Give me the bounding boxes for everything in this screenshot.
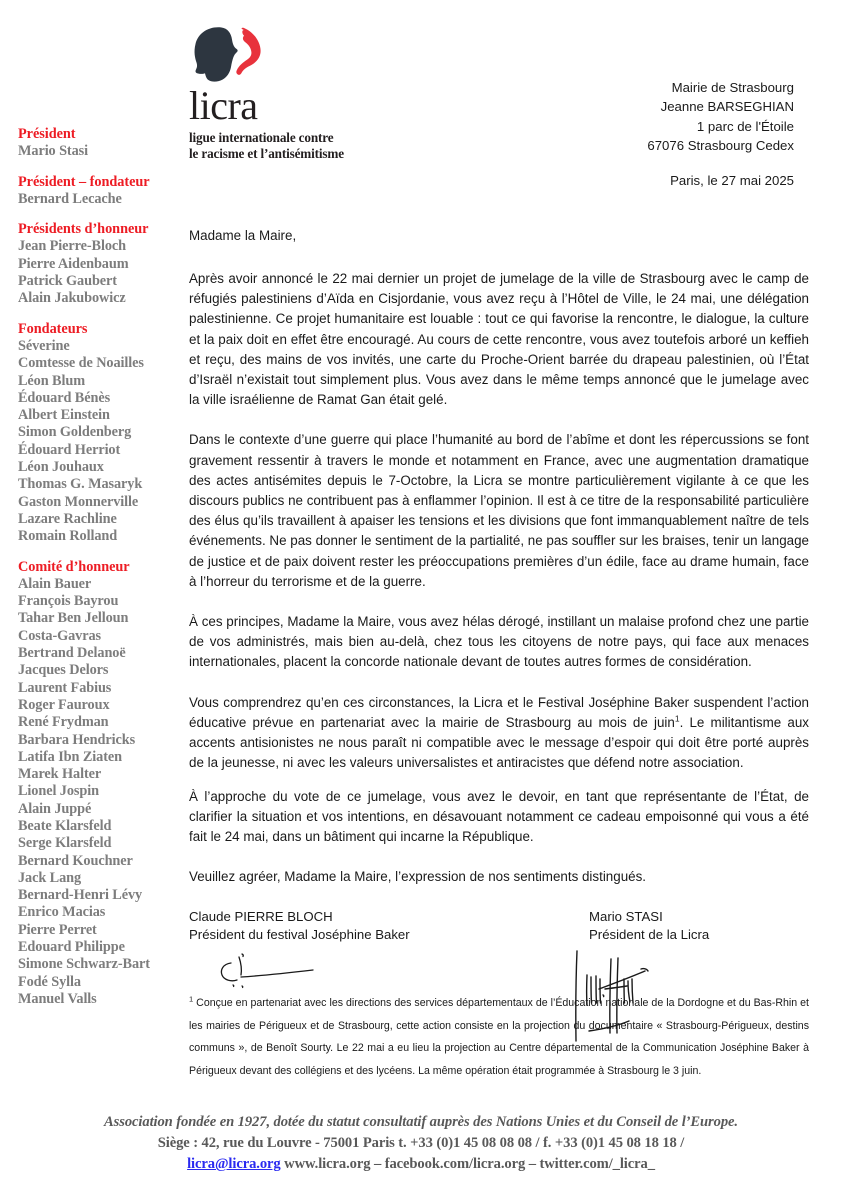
recipient-line-1: Mairie de Strasbourg — [671, 80, 794, 95]
letter-paragraph-4-text: Vous comprendrez qu’en ces circonstances, la Licra et le Festival Joséphine Baker suspendent l’action éducative prévue en partenariat avec la mairie de Strasbourg au mois de juin — [189, 694, 809, 730]
sidebar-member-name: Bertrand Delanoë — [18, 645, 126, 662]
letter-closing: Veuillez agréer, Madame la Maire, l’expression de nos sentiments distingués. — [189, 869, 647, 885]
sidebar-member-name: Marek Halter — [18, 766, 102, 783]
letter-paragraph-4 — [189, 693, 809, 774]
recipient-address — [647, 78, 794, 156]
sidebar-member-name: Pierre Perret — [18, 921, 97, 938]
letter-paragraph-1: Après avoir annoncé le 22 mai dernier un projet de jumelage de la ville de Strasbourg avec le camp de réfugiés palestiniens d’Aïda en Cisjordanie, vous avez reçu à l’Hôtel de Ville, le 24 mai, une délégation palestinienne. Ce projet humanitaire est louable : tout ce qui favorise la rencontre, le dialogue, la culture et la paix doit en effet être encouragé. Au cours de cette rencontre, vous avez toutefois arboré un keffieh et reçu, des mains de vos invités, une carte du Proche-Orient barrée du drapeau palestinien, où l’État d’Israël n’existait tout simplement plus. Vous avez dans le même temps annoncé que le jumelage avec la ville israélienne de Ramat Gan était gelé. — [189, 271, 809, 408]
footnote-text: Conçue en partenariat avec les directions des services départementaux de l’Éducation nationale de la Dordogne et du Bas-Rhin et les mairies de Périgueux et de Strasbourg, cette action consiste en la projection du documentaire « Strasbourg-Périgueux, destins communs », de Benoît Sourty. Le 22 mai a eu lieu la projection au Centre départemental de la Communication Joséphine Baker à Périgueux devant des collégiens et des lycéens. La même opération était programmée à Strasbourg le 3 juin. — [189, 997, 809, 1077]
sidebar-member-name: Simone Schwarz-Bart — [18, 956, 150, 973]
sidebar-member-name: Manuel Valls — [18, 990, 97, 1007]
sidebar-member-name: Alain Bauer — [18, 575, 92, 592]
signatory-right-title: Président de la Licra — [589, 926, 710, 942]
sidebar-member-name: Simon Goldenberg — [18, 424, 132, 441]
licra-logo-mark-icon — [188, 22, 280, 84]
sidebar-member-name: Alain Juppé — [18, 800, 92, 817]
signature-names-row — [189, 908, 809, 943]
footer-address-line: Siège : 42, rue du Louvre - 75001 Paris t. +33 (0)1 45 08 08 08 / f. +33 (0)1 45 08 18 18 / — [157, 1135, 685, 1151]
sidebar-member-name: Tahar Ben Jelloun — [18, 610, 129, 627]
licra-tagline-line-1: ligue internationale contre — [189, 130, 334, 145]
sidebar-member-name: Gaston Monnerville — [18, 493, 139, 510]
sidebar-member-name: Beate Klarsfeld — [18, 817, 112, 834]
licra-wordmark: licra — [189, 83, 258, 128]
signatory-left-name: Claude PIERRE BLOCH — [189, 909, 333, 925]
sidebar-member-name: René Frydman — [18, 714, 109, 731]
letter-paragraph-3: À ces principes, Madame la Maire, vous avez hélas dérogé, instillant un malaise profond chez une partie de vos administrés, mais bien au-delà, chez tous les citoyens de notre pays, qui face aux menaces internationales, placent la concorde nationale devant de toutes autres formes de considération. — [189, 614, 809, 670]
sidebar-member-name: Bernard Kouchner — [18, 852, 133, 869]
sidebar-member-name: Jacques Delors — [18, 662, 109, 679]
sidebar-group — [18, 126, 178, 161]
sidebar-member-name: Bernard Lecache — [18, 190, 122, 207]
board-members-sidebar — [18, 126, 178, 1021]
sidebar-member-name: Comtesse de Noailles — [18, 355, 144, 372]
page-footer — [0, 1112, 842, 1175]
sidebar-group — [18, 174, 178, 209]
sidebar-group-heading: Président — [18, 126, 76, 142]
footer-association-line: Association fondée en 1927, dotée du statut consultatif auprès des Nations Unies et du Conseil de l’Europe. — [104, 1114, 738, 1130]
sidebar-member-name: Alain Jakubowicz — [18, 290, 126, 307]
sidebar-member-name: François Bayrou — [18, 593, 119, 610]
signature-block-right — [589, 908, 809, 943]
licra-tagline-line-2: le racisme et l’antisémitisme — [189, 145, 344, 161]
sidebar-member-name: Jean Pierre-Bloch — [18, 238, 127, 255]
sidebar-member-name: Costa-Gavras — [18, 627, 101, 644]
sidebar-group-heading: Comité d’honneur — [18, 558, 130, 575]
letter-paragraph-2: Dans le contexte d’une guerre qui place l’humanité au bord de l’abîme et dont les répercussions se font gravement ressentir à travers le monde et notamment en France, avec une augmentation dramatique des actes antisémites depuis le 7-Octobre, la Licra se montre particulièrement vigilante à ce que les discours publics ne contribuent pas à enflammer l’opinion. Il est à ce titre de la responsabilité particulière des élus qu’ils travaillent à apaiser les tensions et les divisions que font immanquablement naître de tels événements. Ne pas donner le sentiment de la partialité, ne pas souffler sur les braises, tenir un langage de justice et de paix doivent rester les préoccupations premières d’un édile, face au drame humain, face à l’horreur du terrorisme et de la guerre. — [189, 432, 809, 589]
sidebar-group-heading: Président – fondateur — [18, 173, 150, 190]
sidebar-member-name: Léon Jouhaux — [18, 459, 104, 476]
sidebar-member-name: Albert Einstein — [18, 407, 110, 424]
sidebar-member-name: Édouard Bénès — [18, 389, 111, 406]
sidebar-group — [18, 559, 178, 1009]
letter-body — [189, 226, 809, 1055]
sidebar-member-name: Laurent Fabius — [18, 679, 112, 696]
letter-date: Paris, le 27 mai 2025 — [670, 173, 794, 188]
footnote-reference-marker: 1 — [674, 713, 680, 724]
licra-logo-block — [188, 22, 388, 161]
letter-paragraph-5: À l’approche du vote de ce jumelage, vous avez le devoir, en tant que représentante de l’État, de clarifier la situation et vos intentions, en désavouant notamment ce cadeau empoisonné qui vous a été fait le 24 mai, dans un bâtiment qui incarne la République. — [189, 788, 809, 845]
letter-paragraph-4-text-after: . Le militantisme aux accents antisionistes ne nous paraît ni compatible avec le message d’espoir qui doit être porté auprès de la jeunesse, ni avec les valeurs universalistes et antiracistes que défend notre association. — [189, 714, 809, 771]
recipient-line-4: 67076 Strasbourg Cedex — [647, 138, 794, 154]
sidebar-group — [18, 221, 178, 307]
sidebar-member-name: Jack Lang — [18, 869, 82, 886]
sidebar-member-name: Latifa Ibn Ziaten — [18, 748, 122, 765]
sidebar-group — [18, 321, 178, 546]
sidebar-member-name: Lionel Jospin — [18, 783, 99, 800]
recipient-line-2: Jeanne BARSEGHIAN — [660, 99, 794, 115]
recipient-line-3: 1 parc de l'Étoile — [696, 118, 794, 134]
licra-tagline — [189, 130, 388, 161]
footnote — [189, 992, 809, 1082]
sidebar-member-name: Enrico Macias — [18, 904, 106, 921]
sidebar-member-name: Séverine — [18, 337, 70, 354]
letter-salutation: Madame la Maire, — [189, 228, 297, 243]
sidebar-member-name: Thomas G. Masaryk — [18, 476, 143, 493]
sidebar-group-heading: Fondateurs — [18, 320, 88, 337]
sidebar-member-name: Pierre Aidenbaum — [18, 255, 129, 272]
footnote-marker: 1 — [189, 994, 194, 1004]
sidebar-member-name: Romain Rolland — [18, 528, 118, 545]
sidebar-member-name: Patrick Gaubert — [18, 273, 117, 290]
signatory-right-name: Mario STASI — [589, 909, 663, 925]
sidebar-member-name: Mario Stasi — [18, 143, 88, 160]
sidebar-member-name: Édouard Herriot — [18, 441, 121, 458]
sidebar-member-name: Serge Klarsfeld — [18, 835, 112, 852]
sidebar-member-name: Edouard Philippe — [18, 939, 125, 956]
signature-block-left — [189, 908, 589, 943]
footer-contact-line — [0, 1154, 842, 1175]
sidebar-member-name: Barbara Hendricks — [18, 731, 136, 748]
sidebar-member-name: Lazare Rachline — [18, 510, 117, 527]
sidebar-member-name: Bernard-Henri Lévy — [18, 887, 143, 904]
sidebar-member-name: Léon Blum — [18, 372, 86, 389]
signatory-left-title: Président du festival Joséphine Baker — [189, 926, 410, 942]
sidebar-group-heading: Présidents d’honneur — [18, 221, 149, 238]
footer-web-links: www.licra.org – facebook.com/licra.org – twitter.com/_licra_ — [280, 1156, 655, 1172]
sidebar-member-name: Fodé Sylla — [18, 973, 81, 990]
sidebar-member-name: Roger Fauroux — [18, 696, 110, 713]
footer-email-link[interactable]: licra@licra.org — [187, 1156, 281, 1172]
